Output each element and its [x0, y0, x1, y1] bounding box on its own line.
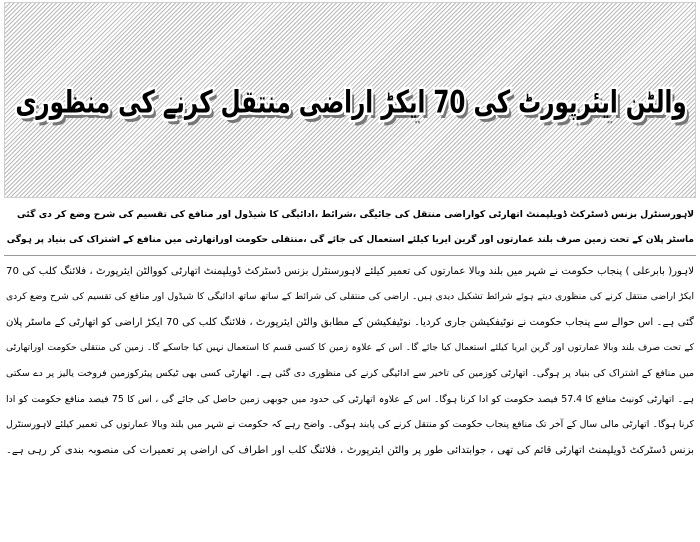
body-line: کرنا ہوگا۔ اتھارٹی مالی سال کے آخر تک منافع پنجاب حکومت کو منتقل کرنے کی پابند ہوگی۔ واضح رہے کہ حکومت نے شہر میں بلند وبالا عمارتوں کی تعمیر کیلئے لاہورسنٹرل — [6, 419, 694, 430]
article-body — [6, 259, 694, 540]
body-line: کے تحت صرف بلند وبالا عمارتوں اور گرین ایریا کیلئے استعمال کیا جائے گا۔ اس کے علاوہ زمین کا کسی قسم کا استعمال نہیں کیا جاسکے گا۔ زمین کی منتقلی حکومت اوراتھارٹی — [6, 342, 694, 353]
body-line: لاہور( بابرعلی ) پنجاب حکومت نے شہر میں بلند وبالا عمارتوں کی تعمیر کیلئے لاہورسنٹرل بزنس ڈسٹرکٹ ڈویلپمنٹ اتھارٹی کووالٹن ایئرپورٹ ، فلائنگ کلب کی 70 — [6, 266, 694, 277]
headline-banner — [4, 2, 696, 198]
deck-line-1: لاہورسنٹرل بزنس ڈسٹرکٹ ڈویلپمنٹ اتھارٹی کواراضی منتقل کی جائیگی ،شرائط ،ادائیگی کا شیڈول اور منافع کی تقسیم کی شرح وضع کر دی گئی — [16, 209, 694, 220]
body-line: بزنس ڈسٹرکٹ ڈویلپمنٹ اتھارٹی قائم کی تھی ، جوابتدائی طور پر والٹن ایئرپورٹ ، فلائنگ کلب اور اطراف کی اراضی پر تعمیرات کی منصوبہ بندی کر رہی ہے۔ — [6, 444, 694, 456]
deck-line-2: ماسٹر پلان کے تحت زمین صرف بلند عمارتوں اور گرین ایریا کیلئے استعمال کی جائے گی ،منتقلی حکومت اوراتھارٹی میں منافع کے اشتراک کی بنیاد پر ہوگی — [6, 235, 694, 245]
divider — [4, 255, 696, 256]
body-line: ہے۔ اتھارٹی کونیٹ منافع کا 57.4 فیصد حکومت کو ادا کرنا ہوگا۔ اس کے علاوہ اتھارٹی کی حدود میں جوبھی زمین حاصل کی جائے گی ، اس کا 75 فیصد منافع حکومت کو ادا — [6, 393, 694, 405]
body-line: ایکڑ اراضی منتقل کرنے کی منظوری دیتے ہوئے شرائط تشکیل دیدی ہیں۔ اراضی کی منتقلی کی شرائط کے ساتھ ساتھ ادائیگی کا شیڈول اور منافع کی تقسیم کی شرح وضع کردی — [6, 291, 694, 302]
body-line: گئی ہے۔ اس حوالے سے پنجاب حکومت نے نوٹیفکیشن جاری کردیا۔ نوٹیفکیشن کے مطابق والٹن ایئرپورٹ ، فلائنگ کلب کی 70 ایکڑ اراضی کو اتھارٹی کے ماسٹر پلان — [6, 317, 694, 328]
headline: والٹن ایئرپورٹ کی 70 ایکڑ اراضی منتقل کرنے کی منظوری — [15, 85, 687, 121]
body-line: میں منافع کے اشتراک کی بنیاد پر ہوگی۔ اتھارٹی کوزمین کی تاخیر سے ادائیگی کرنے کی منظوری دی گئی ہے۔ اتھارٹی کسی بھی ٹیکس پیئرکوزمین فروخت یالیز پر دے سکتی — [6, 368, 694, 379]
